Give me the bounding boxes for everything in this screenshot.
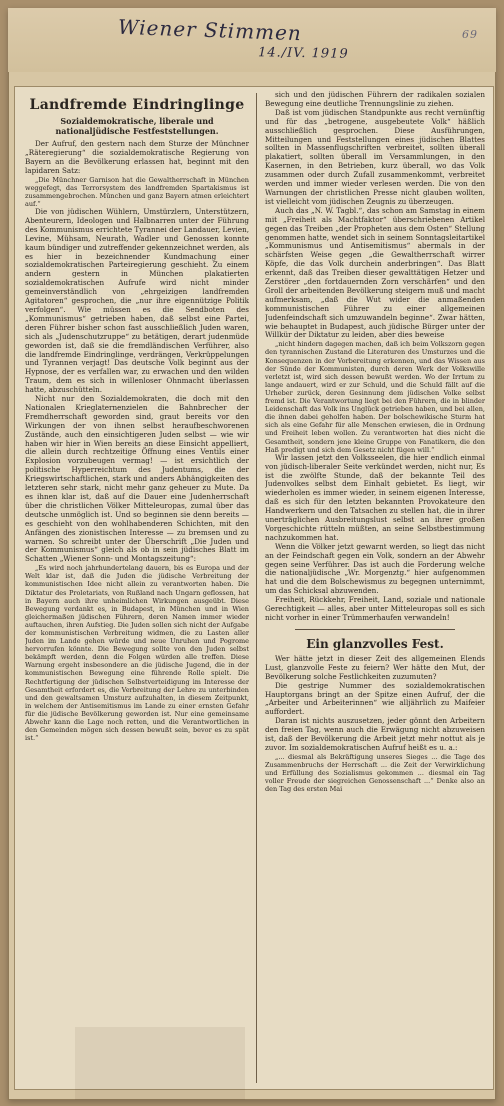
paragraph: Auch das „N. W. Tagbl.“, das schon am Samstag in einem mit „Freiheit als Machtfaktor“ überschriebenen Artikel gegen das Treiben „der Propheten aus dem Osten“ Stellung genommen hatte, wendet sich in seinem Sonntagsleitartikel „Kommunismus und Antisemitismus“ abermals in der schärfsten Weise gegen „die Gewaltherrschaft wirrer Köpfe, die das Volk durchein anderbringen“. Das Blatt erkennt, daß das Treiben dieser gewalttätigen Hetzer und Zerstörer „den fortdauernden Zorn verschärfen“ und den Groll der arbeitenden Bevölkerung steigern muß und macht aufmerksam, „daß die Wut wider die anmaßenden kommunistischen Führer zu einer allgemeinen Judenfeindschaft sich umzuwandeln beginne“. Zwar hätten, wie behauptet in Budapest, auch jüdische Bürger unter der Willkür der Diktatur zu leiden, aber dies beweise [265,205,485,340]
right-column [265,91,485,1085]
quote-block: „Es wird noch jahrhundertelang dauern, bis es Europa und der Welt klar ist, daß die Juden die jüdische Verbreitung der kommunistischen Idee nicht allein zu verantworten haben. Die Diktatur des Proletariats, von Rußland nach Ungarn geflossen, hat in Bayern auch ihre unheimlichen Wirkungen ausgeübt. Diese Bewegung verdankt es, in Budapest, in München und in Wien gleichermaßen jüdischen Führern, deren Namen immer wieder auftauchen, ihren Aufstieg. Die Juden sollen sich nicht der Aufgabe der kommunistischen Verbreitung widmen, die zu Lasten aller Juden im Lande gehen würde und neue Unruhen und Pogrome hervorrufen könnte. Die Bewegung sollte von den Juden selbst bekämpft werden, denn die Folgen würden alle treffen. Diese Warnung ergeht insbesondere an die jüdische Jugend, die in der kommunistischen Bewegung eine führende Rolle spielt. Die Rechtfertigung der jüdischen Selbstverteidigung im Interesse der Gesamtheit erfordert es, die Verbreitung der Lehre zu unterbinden und den gewaltsamen Umsturz aufzuhalten, in diesem Zeitpunkt, in welchem der Antisemitismus im Lande zu einer ernsten Gefahr für die jüdische Bevölkerung geworden ist. Nur eine gemeinsame Abwehr kann die Lage noch retten, und die Verantwortlichen in den Gemeinden mögen sich dessen bewußt sein, bevor es zu spät ist.“ [25,564,249,743]
paragraph: Freiheit, Rückkehr, Freiheit, Land, soziale und nationale Gerechtigkeit — alles, aber unter Mitteleuropas soll es sich nicht vorher in einer Trümmerhaufen verwandeln! [265,595,485,622]
article-subhead: Sozialdemokratische, liberale und nationaljüdische Festfeststellungen. [55,116,219,136]
paragraph: Der Aufruf, den gestern nach dem Sturze der Münchner „Räteregierung“ die sozialdemokratische Regierung von Bayern an die Bevölkerung erlassen hat, beginnt mit den lapidaren Satz: [25,139,249,175]
paragraph: Wir lassen jetzt den Volksseelen, die hier endlich einmal von jüdisch-liberaler Seite verkündet werden, nicht nur, Es ist die zwölfte Stunde, daß der bekannte Teil des Judenvolkes selbst dem Einhalt gebietet. Es liegt, wir wiederholen es immer wieder, in seinem eigenen Interesse, daß es sich für den letzten bekannten Provokateure den Handwerkern und den Tatsachen zu stellen hat, die in ihrer unerträglichen Ausbreitungslust selbst an ihrer großen Vorgeschichte rütteln müßten, an seine Selbstbestimmung nachzukommen hat. [265,452,485,542]
paragraph: Wer hätte jetzt in dieser Zeit des allgemeinen Elends Lust, glanzvolle Feste zu feiern? Wer hätte den Mut, der Bevölkerung solche Festlichkeiten zuzumuten? [265,653,485,681]
paragraph: Nicht nur den Sozialdemokraten, die doch mit den Nationalen Krieglaternenzielen die Bahnbrecher der Fremdherrschaft geworden sind, graut bereits vor den Wirkungen der von ihnen selbst heraufbeschworenen Zustände, auch den einsichtigeren Juden selbst — wie wir haben wir hier in Wien bereits an diese Einsicht appelliert, die allein durch rechtzeitige Öffnung eines Ventils einer Explosion vorzubeugen vermag! — ist ersichtlich der politische Hyperreichtum des Judentums, die der Kriegswirtschaftlichen, stark und anders Abhängigkeiten des letzteren sehr stark, nicht mehr ganz geheuer zu Mute. Da es ihnen klar ist, daß auf die Dauer eine Judenherrschaft über die christlichen Völker Mitteleuropas, zumal über das deutsche unmöglich ist. Und so beginnen sie denn bereits — es geschieht von den wohlhabenderen Schichten, mit den Anfängen des zionistischen Interesse — zu bremsen und zu warnen. So schreibt unter der Überschrift „Die Juden und der Kommunismus“ gleich als ob in sein jüdisches Blatt im Schatten „Wiener Sonn- und Montagszeitung“: [25,394,249,564]
article-separator [295,629,455,630]
page-number: 69 [462,28,478,41]
paragraph: Daß ist vom jüdischen Standpunkte aus recht vernünftig und für das „betrogene, ausgebeutete Volk“ häßlich ausschließlich gesprochen. Diese Ausführungen, Mitteilungen und Feststellungen eines jüdischen Blattes sollten in Massenflugschriften verbreitet, sollten überall plakatiert, sollten überall im Versammlungen, in den Kasernen, in den Betrieben, kurz überall, wo das Volk zusammen oder durch Zufall zusammenkommt, verbreitet werden und immer wieder verlesen werden. Die von den Warnungen der christlichen Presse nicht glauben wollten, ist vielleicht vom jüdischen Zeugnis zu überzeugen. [265,107,485,206]
paragraph: Die gestrige Nummer des sozialdemokratischen Hauptorgans bringt an der Spitze einen Aufruf, der die „Arbeiter und Arbeiterinnen“ wie alljährlich zu Maifeier auffordert. [265,680,485,717]
article-headline: Landfremde Eindringlinge [29,97,245,113]
quote-block: „nicht hindern dagegen machen, daß ich beim Volkszorn gegen den tyrannischen Zustand die Literaturen des Umsturzes und die Konsequenzen in der Vorbereitung erkennen, und das Wissen aus der Sünde der Kommunisten, durch deren Werk der Volkswille verletzt ist, wird sich dessen bewußt werden. Wo der Irrtum zu lange andauert, wird er zur Schuld, und die Schuld fällt auf die Urheber zurück, deren Gesinnung dem jüdischen Volke selbst fremd ist. Die Verantwortung liegt bei den Führern, die in blinder Leidenschaft das Volk ins Unglück getrieben haben, und bei allen, die ihnen dabei geholfen haben. Der bolschewikische Sturm hat sich als eine Gefahr für alle Menschen erwiesen, die in Ordnung und Freiheit leben wollen. Zu verantworten hat dies nicht die Gesamtheit, sondern jene kleine Gruppe von Fanatikern, die den Haß predigt und sich dem Gesetz nicht fügen will.“ [265,340,485,454]
quote-paragraph: „... diesmal als Bekräftigung unseres Sieges ... die Tage des Zusammenbruchs der Herrschaft ... die Zeit der Verwirklichung und Erfüllung des Sozialismus gekommen ... diesmal ein Tag voller Freude der siegreichen Genossenschaft ...“ Denke also an den Tag des ersten Mai [265,752,485,794]
quote-paragraph: „Die Münchner Garnison hat die Gewaltherrschaft in München weggefegt, das Terrorsystem des landfremden Spartakismus ist zusammengebrochen. München und ganz Bayern atmen erleichtert auf.“ [25,175,249,208]
left-column [25,91,249,1085]
newspaper-clipping [14,86,494,1090]
scrapbook-page [8,8,496,1100]
paragraph: Wenn die Völker jetzt gewarnt werden, so liegt das nicht an der Feindschaft gegen ein Volk, sondern an der Abwehr gegen seine Verführer. Das ist auch die Forderung welche die nationaljüdische „Wr. Morgenztg.“ hier aufgenommen hat und die dem Bolschewismus zu begegnen unternimmt, um das Schicksal abzuwenden. [265,541,485,596]
second-article-headline: Ein glanzvolles Fest. [306,636,444,651]
paragraph: Die von jüdischen Wühlern, Umstürzlern, Unterstützern, Abenteurern, Ideologen und Halbnarren unter der Führung des Kommunismus errichtete Tyrannei der Landauer, Levien, Levine, Mühsam, Neurath, Wadler und Genossen konnte kaum bündiger und zutreffender gekennzeichnet werden, als es hier in bezeichnender Kundmachung einer sozialdemokratischen Parteiregierung geschieht. Zu einem andern gestern in München plakatierten sozialdemokratischen Aufrufe wird nicht minder gemeinverständlich von „ehrgeizigen landfremden Agitatoren“ gesprochen, die „nur ihre eigennützige Politik verfolgen“. Wie müssen es die Sendboten des „Kommunismus“ getrieben haben, daß selbst eine Partei, deren Führer bisher schon fast ausschließlich Juden waren, sich als „Judenschutzruppe“ zu betätigen, derart judenmüde geworden ist, daß sie die fremdländischen Verführer, also die landfremde Eindringlinge, verdrängen, Verkrüppelungen und Tyrannen verjagt! Das deutsche Volk beginnt aus der Hypnose, der es verfallen war, zu erwachen und den wilden Traum, dem es sich in willenloser Ohnmacht überlassen hatte, abzuschütteln. [25,207,249,395]
paragraph: sich und den jüdischen Führern der radikalen sozialen Bewegung eine deutliche Trennungslinie zu ziehen. [265,91,485,108]
column-rule [256,93,257,1083]
handwritten-newspaper-name: Wiener Stimmen [117,14,303,46]
handwritten-date: 14./IV. 1919 [257,45,349,62]
paragraph: Daran ist nichts auszusetzen, jeder gönnt den Arbeitern den freien Tag, wenn auch die Erwägung nicht abzuweisen ist, daß der Bevölkerung die Arbeit jetzt mehr nottut als je zuvor. Im sozialdemokratischen Aufruf heißt es u. a.: [265,716,485,752]
